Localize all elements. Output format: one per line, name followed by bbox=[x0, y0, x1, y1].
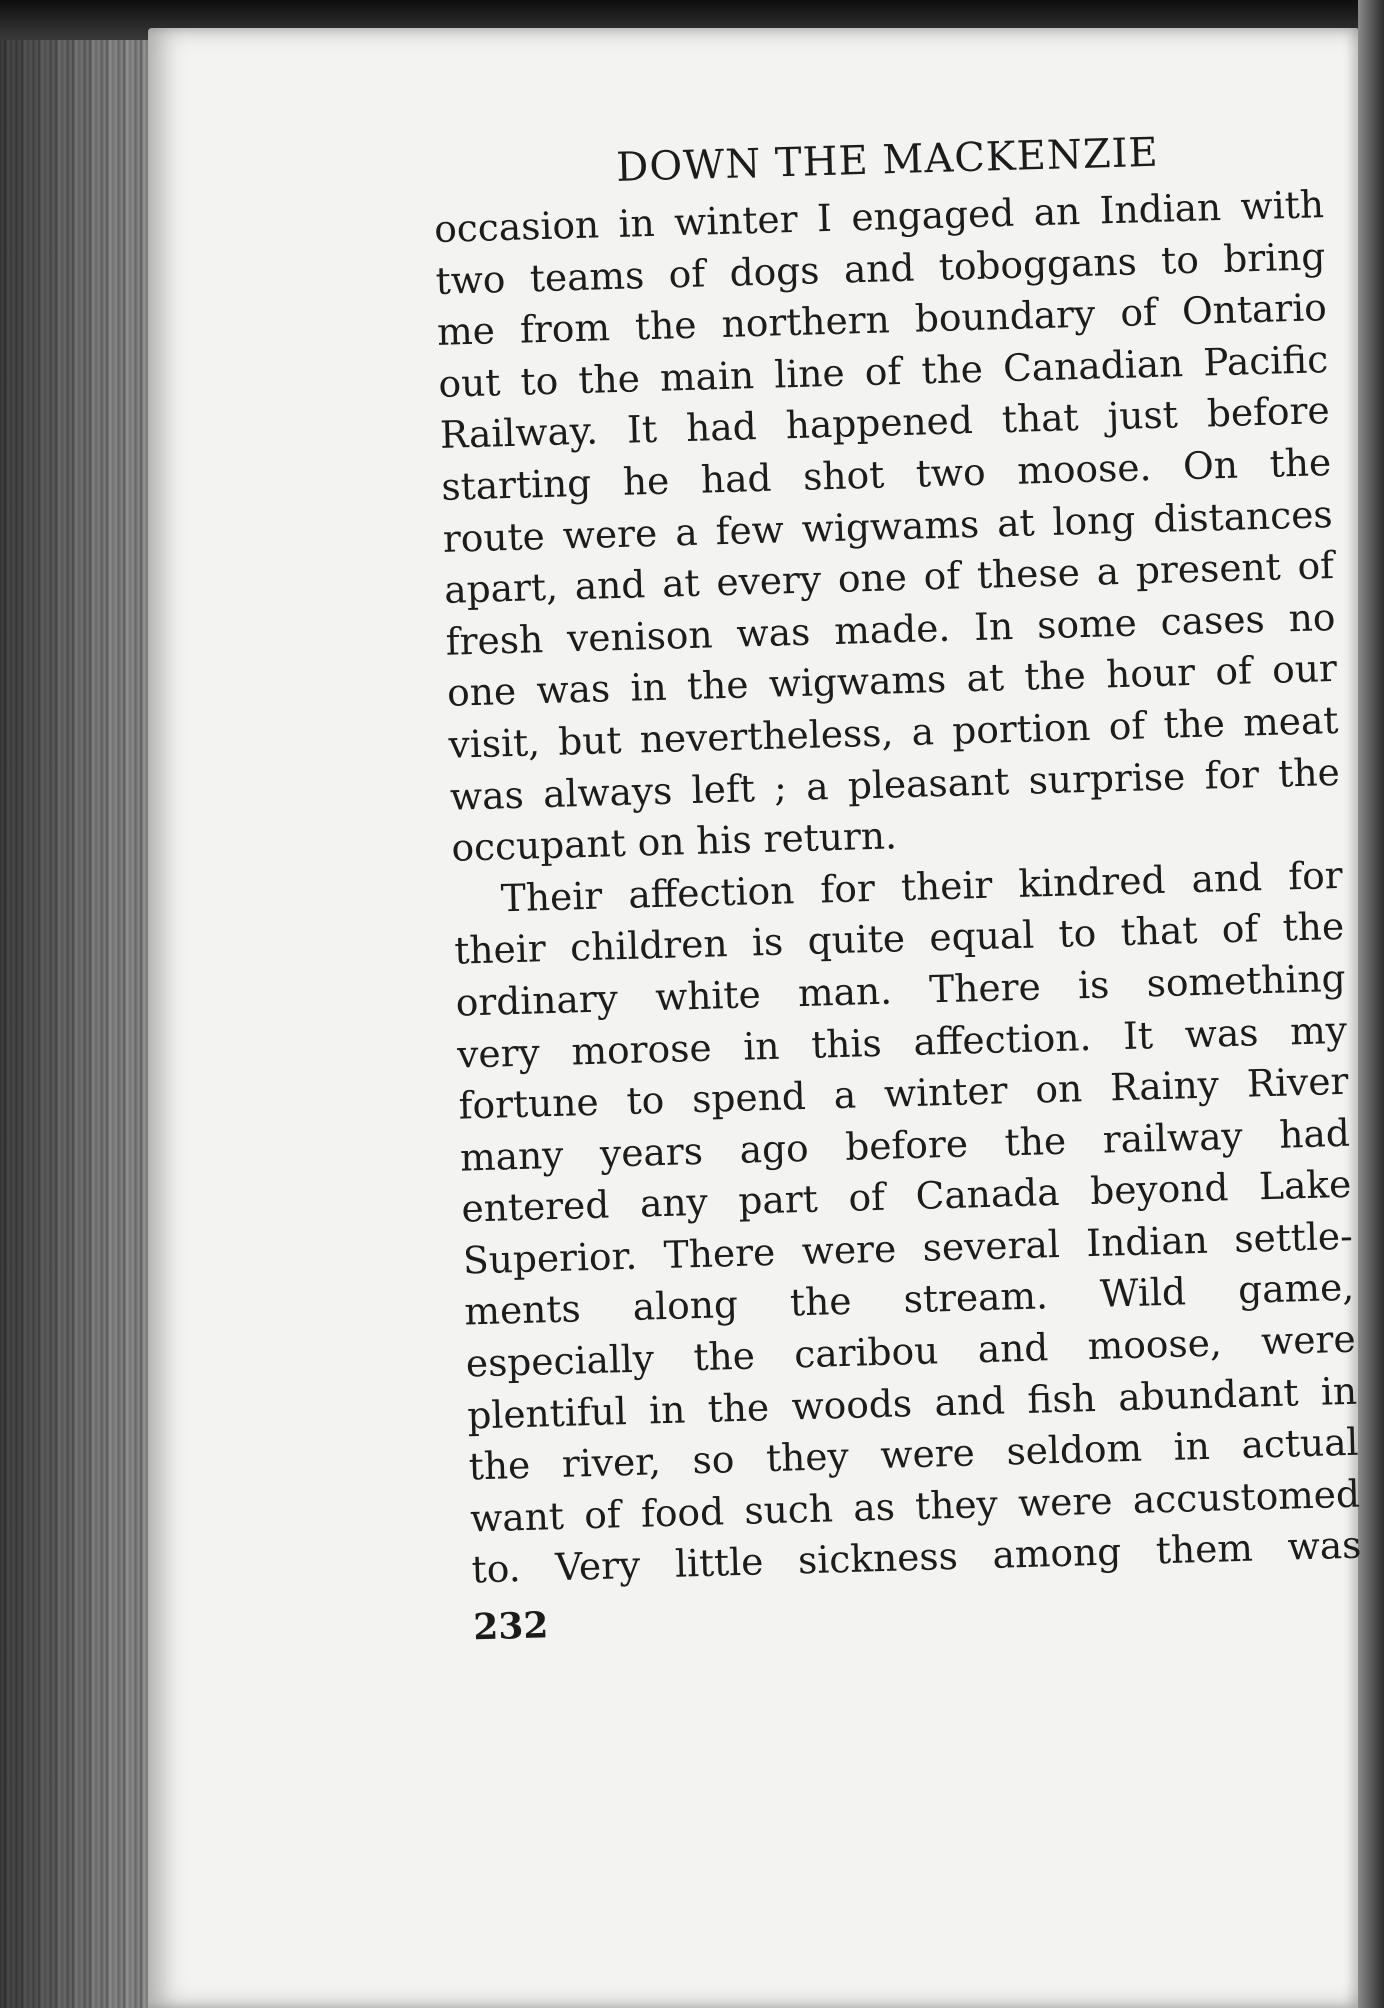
text-line: fortune to spend a winter on Rainy River bbox=[458, 1058, 1349, 1128]
text-line: Railway. It had happened that just before bbox=[439, 388, 1331, 458]
text-line: to. Very little sickness among them was bbox=[471, 1523, 1362, 1592]
text-line: plentiful in the woods and fish abundant in bbox=[466, 1368, 1358, 1438]
text-line: want of food such as they were accustomed bbox=[469, 1471, 1361, 1541]
text-line: the river, so they were seldom in actual bbox=[468, 1419, 1360, 1489]
text-line: ments along the stream. Wild game, bbox=[463, 1265, 1355, 1335]
text-line: entered any part of Canada beyond Lake bbox=[460, 1162, 1352, 1231]
paragraph-1 bbox=[434, 179, 1342, 874]
text-line: many years ago before the railway had bbox=[459, 1110, 1351, 1180]
text-line: Superior. There were several Indian settle- bbox=[462, 1213, 1354, 1283]
text-line: Their affection for their kindred and for bbox=[500, 852, 1344, 921]
text-line: occasion in winter I engaged an Indian with bbox=[433, 182, 1325, 251]
text-line: route were a few wigwams at long distances bbox=[442, 491, 1334, 561]
text-line: starting he had shot two moose. On the bbox=[440, 439, 1332, 509]
page-right-edge bbox=[1358, 0, 1384, 2008]
text-line: occupant on his return. bbox=[450, 813, 898, 870]
text-line: me from the northern boundary of Ontario bbox=[436, 285, 1328, 355]
text-line: apart, and at every one of these a present of bbox=[443, 543, 1335, 612]
text-line: one was in the wigwams at the hour of our bbox=[446, 646, 1338, 716]
text-line: ordinary white man. There is something bbox=[455, 955, 1347, 1025]
paragraph-2 bbox=[452, 850, 1362, 1597]
text-line: their children is quite equal to that of the bbox=[453, 904, 1345, 973]
text-line: visit, but nevertheless, a portion of the meat bbox=[447, 697, 1339, 767]
text-line: was always left ; a pleasant surprise for the bbox=[449, 749, 1341, 819]
running-head: DOWN THE MACKENZIE bbox=[615, 129, 1160, 191]
text-line: fresh venison was made. In some cases no bbox=[445, 594, 1336, 664]
text-line: two teams of dogs and toboggans to bring bbox=[435, 233, 1326, 303]
page-text-block bbox=[432, 125, 1364, 1648]
page-number: 232 bbox=[472, 1604, 549, 1649]
text-line: very morose in this affection. It was my bbox=[456, 1007, 1348, 1077]
text-line: out to the main line of the Canadian Pacific bbox=[437, 336, 1329, 406]
text-line: especially the caribou and moose, were bbox=[465, 1316, 1357, 1386]
